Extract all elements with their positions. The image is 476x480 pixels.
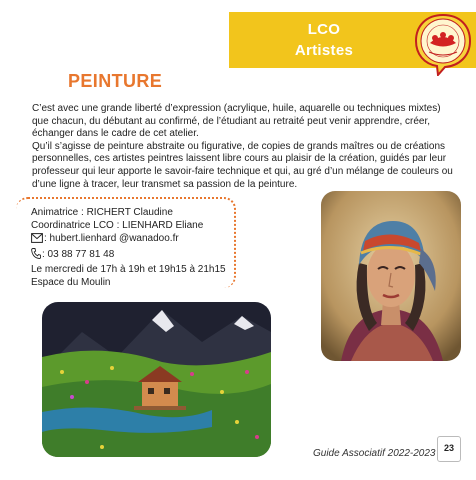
phone-text: : 03 88 77 81 48: [42, 248, 115, 260]
coordinatrice-line: Coordinatrice LCO : LIENHARD Eliane: [31, 220, 204, 232]
portrait-painting-image: [321, 191, 461, 361]
paragraph-1: C’est avec une grande liberté d’expression (acrylique, huile, aquarelle ou techniques mixtes) que chacun, du débutant au confirmé, de l’étudiant au retraité peut venir apprendre, créer, échanger dans le cadre de cet atelier.: [32, 103, 441, 140]
lco-logo-icon: [413, 12, 473, 76]
envelope-icon: [31, 233, 43, 247]
phone-icon: [31, 248, 41, 263]
description: [32, 103, 456, 191]
footer-guide: Guide Associatif 2022-2023: [313, 448, 436, 459]
page-number: 23: [437, 436, 461, 462]
email-text[interactable]: : hubert.lienhard @wanadoo.fr: [44, 233, 179, 245]
section-title: PEINTURE: [68, 71, 163, 91]
place-line: Espace du Moulin: [31, 277, 111, 289]
phone-line: [31, 248, 241, 263]
email-line: [31, 232, 241, 247]
contact-info: [31, 206, 241, 289]
schedule-line: Le mercredi de 17h à 19h et 19h15 à 21h15: [31, 263, 226, 275]
banner-subtitle: Artistes: [294, 42, 354, 59]
banner-title: LCO: [307, 21, 341, 38]
paragraph-2: Qu’il s’agisse de peinture abstraite ou figurative, de copies de grands maîtres ou de créations personnelles, ces artistes peintres laissent libre cours au plaisir de la création, guidés par leur professeur qui leur apporte le savoir-faire technique et qui, au gré d’un mélange de couleurs ou d’une ligne à tracer, leur transmet sa passion de la peinture.: [32, 140, 453, 190]
animatrice-line: Animatrice : RICHERT Claudine: [31, 207, 173, 218]
landscape-painting-image: [42, 302, 271, 457]
